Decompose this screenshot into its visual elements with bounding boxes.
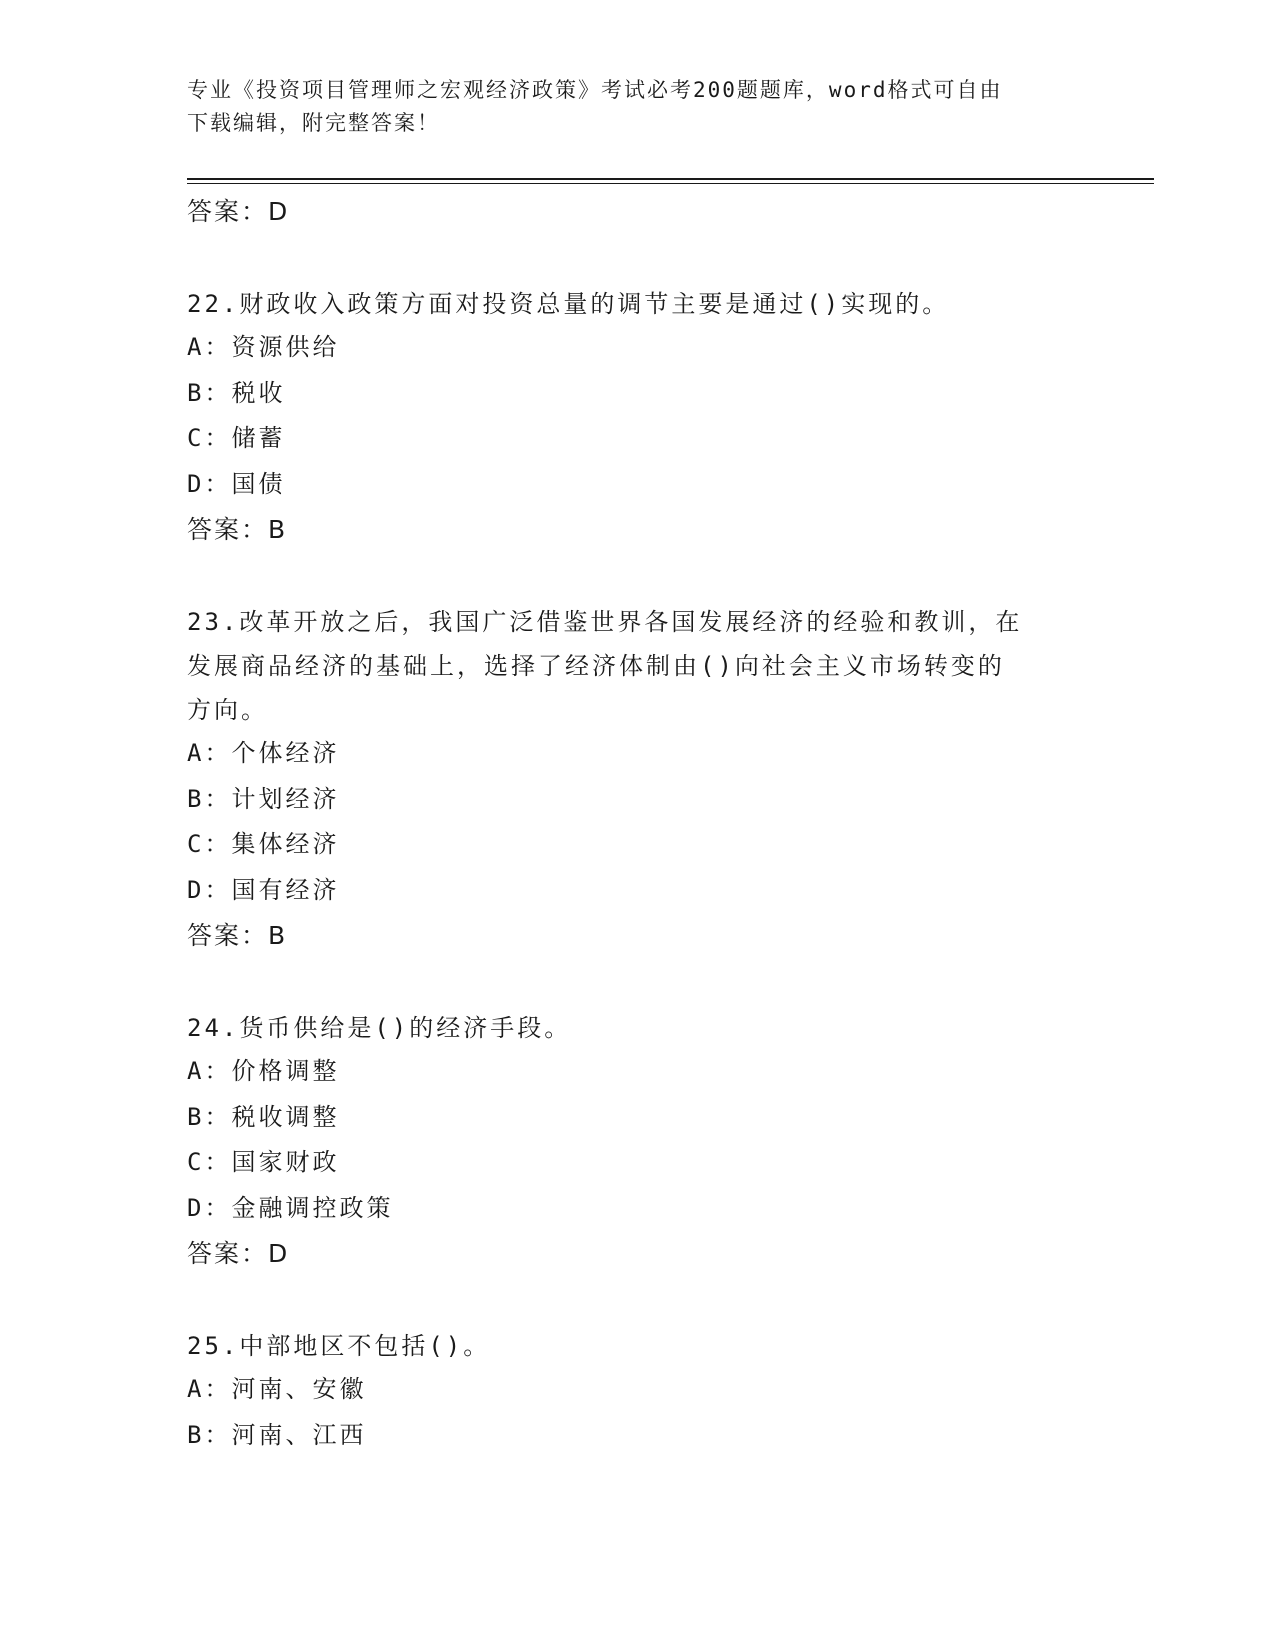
- option-d: D：金融调控政策: [187, 1193, 394, 1222]
- option-c: C：储蓄: [187, 424, 286, 452]
- option-c: C：集体经济: [187, 830, 340, 858]
- option-a: A：个体经济: [187, 739, 340, 767]
- question-stem: 22.财政收入政策方面对投资总量的调节主要是通过()实现的。: [187, 290, 950, 318]
- question-stem-line-2: 发展商品经济的基础上，选择了经济体制由()向社会主义市场转变的: [187, 652, 1005, 680]
- header-line-2: 下载编辑，附完整答案！: [187, 111, 440, 135]
- question-stem-line-1: 23.改革开放之后，我国广泛借鉴世界各国发展经济的经验和教训，在: [187, 608, 1023, 636]
- spacer: [187, 553, 1087, 599]
- option-a: A：河南、安徽: [187, 1375, 367, 1403]
- option-d: D：国有经济: [187, 875, 340, 904]
- question-list: [187, 189, 1087, 1458]
- option-d: D：国债: [187, 469, 286, 498]
- spacer: [187, 959, 1087, 1005]
- header-divider-thin: [187, 183, 1154, 184]
- option-b: B：计划经济: [187, 784, 340, 813]
- answer-q23: 答案：B: [187, 921, 288, 950]
- spacer: [187, 1277, 1087, 1323]
- option-a: A：价格调整: [187, 1057, 340, 1085]
- header-divider-thick: [187, 178, 1154, 180]
- option-a: A：资源供给: [187, 333, 340, 361]
- option-c: C：国家财政: [187, 1148, 340, 1176]
- header-line-1: 专业《投资项目管理师之宏观经济政策》考试必考200题题库，word格式可自由: [187, 78, 1003, 102]
- answer-q24: 答案：D: [187, 1239, 290, 1268]
- option-b: B：税收: [187, 378, 286, 407]
- question-stem: 24.货币供给是()的经济手段。: [187, 1014, 572, 1042]
- option-b: B：税收调整: [187, 1102, 340, 1131]
- document-header: [187, 74, 1067, 140]
- question-25: [187, 1323, 1087, 1458]
- question-24: [187, 1005, 1087, 1277]
- option-b: B：河南、江西: [187, 1420, 367, 1449]
- spacer: [187, 235, 1087, 281]
- question-stem-line-3: 方向。: [187, 696, 268, 724]
- answer-q22: 答案：B: [187, 515, 288, 544]
- question-22: [187, 281, 1087, 553]
- question-stem: 25.中部地区不包括()。: [187, 1332, 491, 1360]
- answer-q21: 答案：D: [187, 197, 290, 226]
- question-23: [187, 599, 1087, 959]
